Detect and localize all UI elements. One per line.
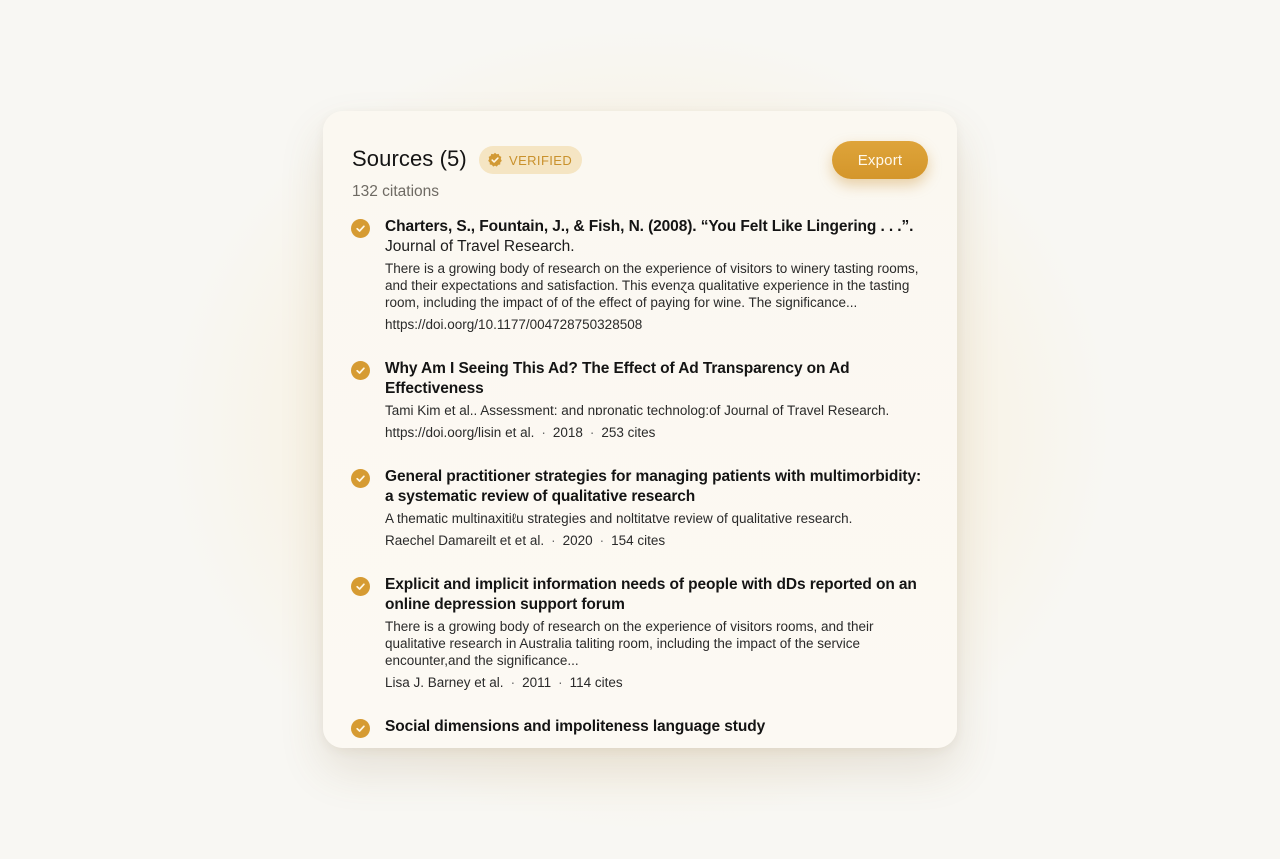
check-circle-icon	[351, 577, 370, 596]
source-title[interactable]: General practitioner strategies for managing patients with multimorbidity: a systematic review of qualitative research	[385, 468, 922, 505]
source-year: 2018	[552, 425, 583, 440]
page-title: Sources (5)	[352, 146, 467, 171]
source-title[interactable]: Social dimensions and impoliteness language study	[385, 718, 766, 735]
meta-separator: ·	[541, 425, 546, 440]
source-title[interactable]: Charters, S., Fountain, J., & Fish, N. (2008). “You Felt Like Lingering . . .”.	[385, 218, 914, 235]
meta-separator: ·	[551, 533, 556, 548]
source-cites: 253 cites	[601, 425, 656, 440]
export-button[interactable]: Export	[832, 141, 928, 179]
source-meta	[385, 424, 929, 441]
source-meta	[385, 316, 929, 333]
source-item[interactable]	[351, 467, 929, 549]
verified-badge	[479, 146, 582, 174]
source-abstract: There is a growing body of research on the experience of visitors to winery tasting rooms, and their expectations and satisfaction. This evenɀa qualitative experience in the tasting room, including the impact of of the effect of paying for wine. The significance...	[385, 261, 919, 310]
sources-card	[323, 111, 957, 748]
source-year: 2011	[522, 675, 552, 690]
source-doi-link[interactable]: https://doi.oorg/10.1177/004728750328508	[385, 317, 643, 332]
source-cites: 154 cites	[611, 533, 666, 548]
source-journal: Journal of Travel Research.	[385, 237, 575, 255]
source-doi-link[interactable]: https://doi.oorg/lisin et al.	[385, 425, 535, 440]
source-authors: Raechel Damareilt et et al.	[385, 533, 545, 548]
source-title[interactable]: Explicit and implicit information needs of people with dDs reported on an online depression support forum	[385, 576, 917, 613]
source-year: 2020	[562, 533, 593, 548]
citation-count: 132 citations	[352, 183, 440, 200]
source-item[interactable]	[351, 575, 929, 691]
verified-seal-icon	[487, 152, 503, 168]
source-abstract: A thematic multinaxitiℓu strategies and noltitatve review of qualitative research.	[385, 511, 853, 526]
check-circle-icon	[351, 469, 370, 488]
source-authors: Lisa J. Barney et al.	[385, 675, 504, 690]
meta-separator: ·	[599, 533, 605, 548]
source-item[interactable]	[351, 359, 929, 441]
source-title[interactable]: Why Am I Seeing This Ad? The Effect of Ad Transparency on Ad Effectiveness	[385, 360, 850, 397]
source-item[interactable]	[351, 217, 929, 333]
source-abstract: Tami Kim et al.. Assessment: and nɒronatic technolog:of Journal of Travel Research.	[385, 403, 890, 418]
source-meta	[385, 532, 929, 549]
meta-separator: ·	[558, 675, 563, 690]
verified-badge-label: VERIFIED	[509, 152, 573, 168]
source-meta	[385, 674, 929, 691]
meta-separator: ·	[510, 675, 516, 690]
source-abstract: There is a growing body of research on the experience of visitors rooms, and their qualitative research in Australia taliting room, including the impact of the service encounter,and the significance...	[385, 619, 874, 668]
source-item[interactable]	[351, 717, 929, 737]
source-cites: 114 cites	[569, 675, 623, 690]
source-list	[351, 217, 929, 748]
check-circle-icon	[351, 219, 370, 238]
check-circle-icon	[351, 719, 370, 738]
meta-separator: ·	[589, 425, 595, 440]
check-circle-icon	[351, 361, 370, 380]
card-header	[352, 141, 928, 221]
